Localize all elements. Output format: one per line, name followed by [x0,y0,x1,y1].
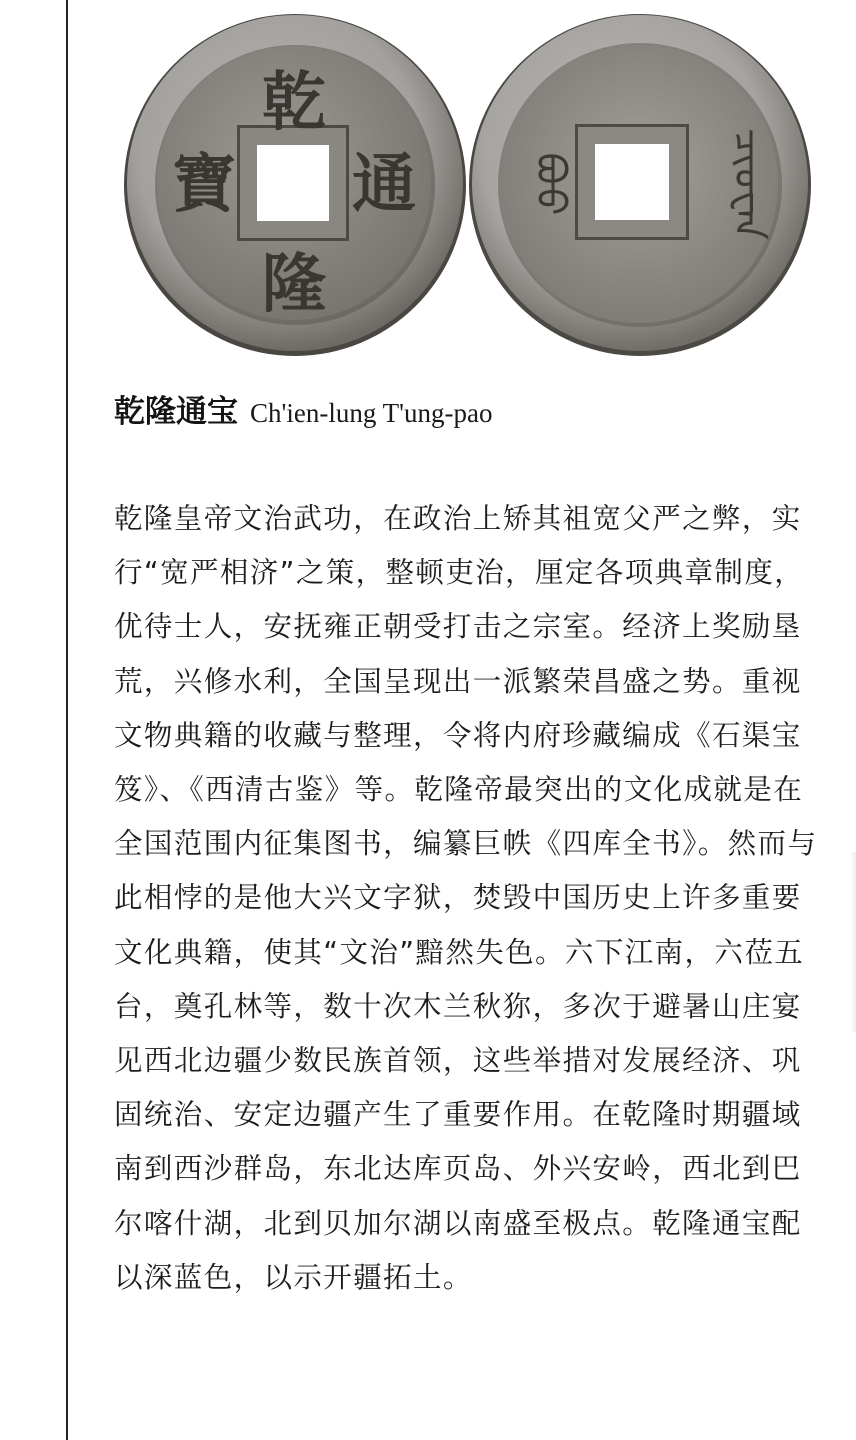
coin-reverse-manchu-left: ᠪᠣᠣ [527,152,573,216]
coin-obverse-char-left: 寶 [172,147,236,222]
coin-obverse-char-right: 通 [352,147,416,222]
coin-reverse-manchu-right: ᠴᡳᠣᠸᠠᠨ [725,128,771,240]
page-left-border-line [66,0,68,1440]
coin-obverse-char-top: 乾 [262,65,326,140]
coin-title [114,386,492,436]
right-edge-shadow [850,852,856,1032]
coin-obverse-image [122,12,468,358]
coin-title-english: Ch'ien-lung T'ung-pao [250,398,493,428]
coin-title-chinese: 乾隆通宝 [114,394,238,430]
coin-reverse-image [467,12,813,358]
coin-obverse-char-bottom: 隆 [262,247,326,322]
coin-description-paragraph: 乾隆皇帝文治武功，在政治上矫其祖宽父严之弊，实行“宽严相济”之策，整顿吏治，厘定各项典章制度，优待士人，安抚雍正朝受打击之宗室。经济上奖励垦荒，兴修水利，全国呈现出一派繁荣昌盛之势。重视文物典籍的收藏与整理，令将内府珍藏编成《石渠宝笈》、《西清古鉴》等。乾隆帝最突出的文化成就是在全国范围内征集图书，编纂巨帙《四库全书》。然而与此相悖的是他大兴文字狱，焚毁中国历史上许多重要文化典籍，使其“文治”黯然失色。六下江南，六莅五台，奠孔林等，数十次木兰秋狝，多次于避暑山庄宴见西北边疆少数民族首领，这些举措对发展经济、巩固统治、安定边疆产生了重要作用。在乾隆时期疆域南到西沙群岛，东北达库页岛、外兴安岭，西北到巴尔喀什湖，北到贝加尔湖以南盛至极点。乾隆通宝配以深蓝色，以示开疆拓土。 [114,502,818,1294]
coin-images [122,12,822,362]
